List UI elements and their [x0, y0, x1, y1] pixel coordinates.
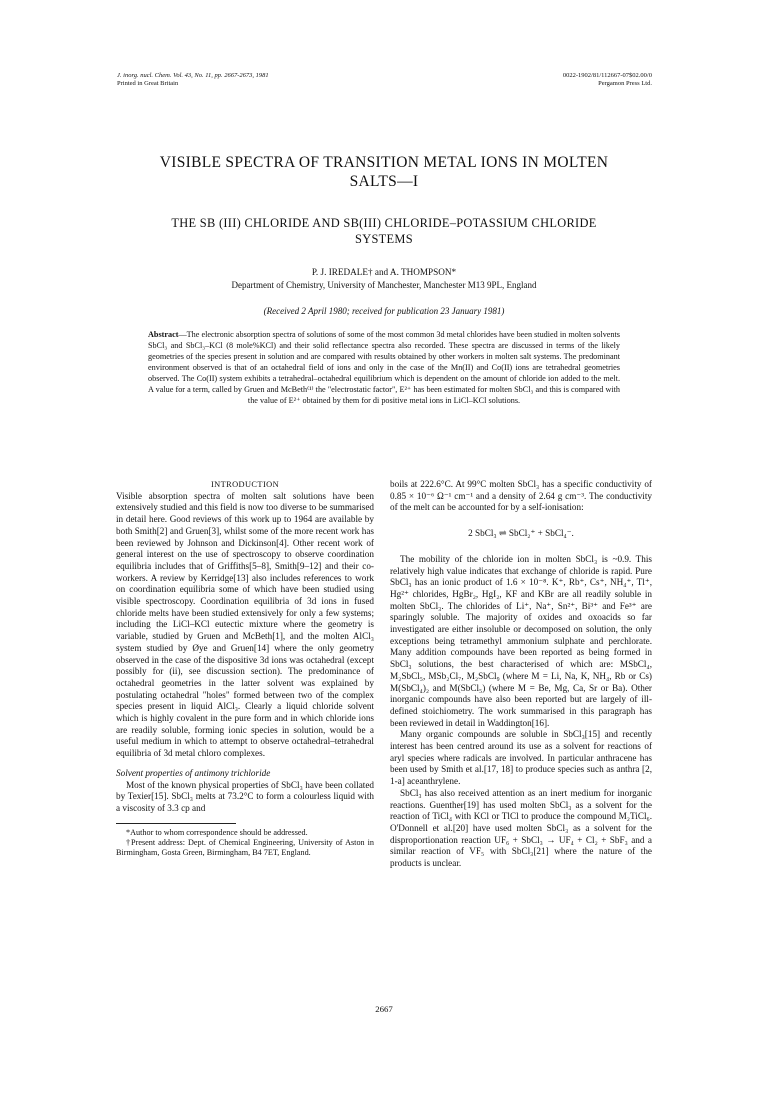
- right-column: [390, 479, 652, 870]
- title-line-2: SALTS—I: [349, 173, 419, 190]
- abstract: [148, 329, 620, 406]
- solvent-paragraph: Most of the known physical properties of SbCl₃ have been collated by Texier[15]. SbCl₃ melts at 73.2°C to form a colourless liquid with a viscosity of 3.3 cp and: [116, 779, 374, 813]
- title-line-1: VISIBLE SPECTRA OF TRANSITION METAL IONS IN MOLTEN: [159, 154, 609, 171]
- subtitle-line-1: THE SB (III) CHLORIDE AND SB(III) CHLORIDE–POTASSIUM CHLORIDE: [171, 216, 597, 230]
- subsection-heading: Solvent properties of antimony trichloride: [116, 767, 271, 778]
- right-paragraph-1: boils at 222.6°C. At 99°C molten SbCl₃ has a specific conductivity of 0.85 × 10⁻⁶ Ω⁻¹ cm⁻¹ and a density of 2.64 g cm⁻³. The conductivity of the melt can be accounted for by a self-ionisation:: [390, 479, 652, 513]
- printed-in: Printed in Great Britain: [117, 80, 179, 87]
- section-heading-introduction: INTRODUCTION: [210, 480, 280, 489]
- footnote-present-address: †Present address: Dept. of Chemical Engineering, University of Aston in Birmingham, Gosta Green, Birmingham, B4 7ET, England.: [116, 837, 374, 857]
- paper-subtitle: [110, 215, 658, 247]
- affiliation: Department of Chemistry, University of Manchester, Manchester M13 9PL, England: [231, 280, 537, 290]
- journal-header-left: [117, 72, 269, 88]
- received-dates: (Received 2 April 1980; received for publication 23 January 1981): [263, 306, 505, 316]
- footnote-corresponding-author: *Author to whom correspondence should be addressed.: [126, 827, 308, 837]
- self-ionisation-equation: 2 SbCl₃ ⇌ SbCl₂⁺ + SbCl₄⁻.: [468, 528, 574, 539]
- journal-header-right: [563, 72, 652, 88]
- right-paragraph-3: Many organic compounds are soluble in SbCl₃[15] and recently interest has been centred around its use as a solvent for reactions of aryl species where radicals are involved. In particular anthracene has been used by Smith et al.[17, 18] to produce species such as anthra [2, 1-a] aceanthrylene.: [390, 729, 652, 787]
- right-paragraph-2: The mobility of the chloride ion in molten SbCl₃ is ~0.9. This relatively high value indicates that exchange of chloride is rapid. Pure SbCl₃ has an ionic product of 1.6 × 10⁻⁸. K⁺, Rb⁺, Cs⁺, NH₄⁺, Tl⁺, Hg²⁺ chlorides, HgBr₂, HgI₂, KF and KBr are all readily soluble in molten SbCl₃. The chlorides of Li⁺, Na⁺, Sn²⁺, Bi³⁺ and Fe³⁺ are sparingly soluble. The majority of oxides and oxoacids so far investigated are either insoluble or decomposed on solution, the only exceptions being tetramethyl ammonium sulphate and perchlorate. Many addition compounds have been reported as being formed in SbCl₃ solutions, the best characterised of which are: MSbCl₄, M₂SbCl₅, MSb₂Cl₇, M₂SbCl₉ (where M = Li, Na, K, NH₄, Rb or Cs) M(SbCl₄)₂ and M(SbCl₅) (where M = Be, Mg, Ca, Sr or Ba). Other inorganic compounds have also been reported but are largely of ill-defined stoichiometry. The work summarised in this paragraph has been reviewed in detail in Waddington[16].: [390, 553, 652, 728]
- abstract-text: —The electronic absorption spectra of solutions of some of the most common 3d metal chlorides have been studied in molten solvents SbCl₃ and SbCl₃–KCl (8 mole%KCl) and their solid reflectance spectra also recorded. These spectra are discussed in terms of the likely geometries of the species present in solution and are compared with results obtained by other workers in molten salt systems. The predominant environment observed is that of an octahedral field of ions and only in the case of the Mn(II) and Co(II) ions are tetrahedral geometries observed. The Co(II) system exhibits a tetrahedral–octahedral equilibrium which is dependent on the amount of chloride ion added to the melt. A value for a term, called by Gruen and McBeth⁽¹⁾ the "electrostatic factor", E²⁺ has been estimated for molten SbCl₃ and this is compared with the value of E²⁺ obtained by them for di positive metal ions in LiCl–KCl solutions.: [148, 330, 620, 405]
- authors: P. J. IREDALE† and A. THOMPSON*: [311, 267, 457, 277]
- right-paragraph-4: SbCl₃ has also received attention as an inert medium for inorganic reactions. Guenther[19] has used molten SbCl₃ as a solvent for the reaction of TiCl₄ with KCl or TlCl to produce the compound M₂TiCl₆. O'Donnell et al.[20] have used molten SbCl₃ as a solvent for the disproportionation reaction UF₆ + SbCl₃ → UF₄ + Cl₂ + SbF₃ and a similar reaction of VF₅ with SbCl₃[21] where the nature of the products is unclear.: [390, 787, 652, 869]
- abstract-label: Abstract: [148, 330, 179, 339]
- left-column: [116, 479, 374, 858]
- page-number: 2667: [375, 1004, 393, 1014]
- footnote-rule: [116, 823, 236, 824]
- article-code: 0022-1902/81/112667-07$02.00/0: [562, 72, 652, 79]
- paper-title: [110, 153, 658, 191]
- intro-paragraph: Visible absorption spectra of molten salt solutions have been extensively studied and this field is now too diverse to be summarised in detail here. Good reviews of this work up to 1964 are available by both Smith[2] and Gruen[3], whilst some of the more recent work has been reviewed by Johnson and Dickinson[4]. Other recent work of general interest on the use of spectroscopy to observe coordination equilibria includes that of Griffiths[5–8], Smith[9–12] and their co-workers. A review by Kerridge[13] also includes references to work on coordination equilibria some of which have been studied using visible spectroscopy. Coordination equilibria of 3d ions in fused chloride melts have been studied extensively for only a few systems; including the LiCl–KCl eutectic mixture where the geometry is variable, studied by Gruen and McBeth[1], and the molten AlCl₃ system studied by Øye and Gruen[14] where the only geometry observed in the case of the dispositive 3d ions was octahedral (except possibly for (ii), see discussion section). The predominance of octahedral geometries in the latter solvent was explained by postulating octahedral "holes" formed between two of the complex species present in liquid AlCl₃. Clearly a liquid chloride solvent which is highly covalent in the pure form and in which chloride ions are readily soluble, forming ionic species in solution, would be a useful medium in which to attempt to observe octahedral–tetrahedral equilibria of 3d metal chloro complexes.: [116, 490, 374, 759]
- publisher: Pergamon Press Ltd.: [598, 80, 652, 87]
- journal-citation: J. inorg. nucl. Chem. Vol. 43, No. 11, pp. 2667-2673, 1981: [117, 72, 269, 79]
- subtitle-line-2: SYSTEMS: [355, 232, 413, 246]
